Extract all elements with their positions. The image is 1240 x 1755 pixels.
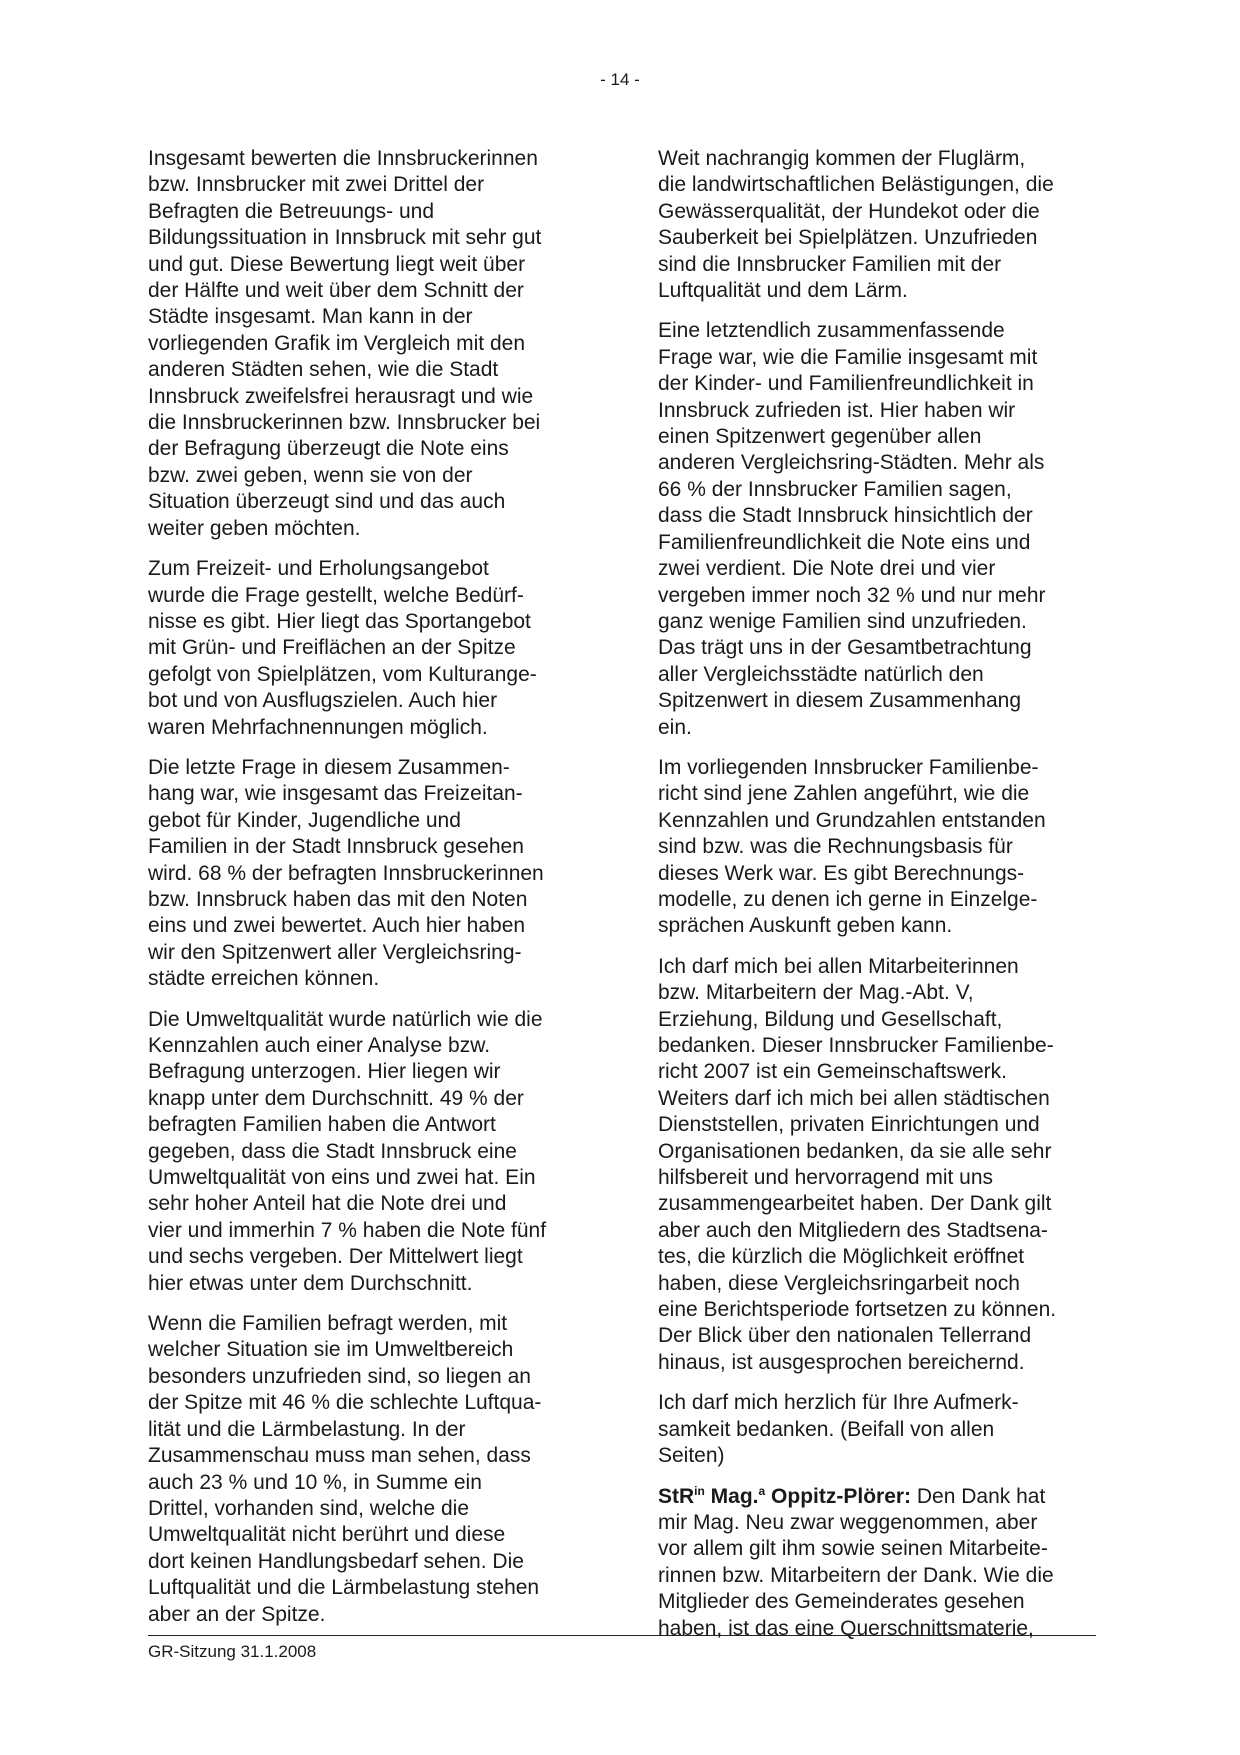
footer-session-date: GR-Sitzung 31.1.2008	[148, 1642, 317, 1661]
speaker-paragraph	[658, 1484, 1098, 1642]
paragraph-betreuung: Insgesamt bewerten die Innsbruckerinnen bzw. Innsbrucker mit zwei Drittel der Befragten die Betreuungs- und Bildungssituation in Innsbruck mit sehr gut und gut. Diese Bewertung liegt weit über der Hälfte und weit über dem Schnitt der Städte insgesamt. Man kann in der vorliegenden Grafik im Vergleich mit den anderen Städten sehen, wie die Stadt Innsbruck zweifelsfrei herausragt und wie die Innsbruckerinnen bzw. Innsbrucker bei der Befragung überzeugt die Note eins bzw. zwei geben, wenn sie von der Situation überzeugt sind und das auch weiter geben möchten.	[148, 147, 542, 540]
paragraph-umweltqualitaet: Die Umweltqualität wurde natürlich wie die Kennzahlen auch einer Analyse bzw. Befragung unterzogen. Hier liegen wir knapp unter dem Durchschnitt. 49 % der befragten Familien haben die Antwort gegeben, dass die Stadt Innsbruck eine Umweltqualität von eins und zwei hat. Ein sehr hoher Anteil hat die Note drei und vier und immerhin 7 % haben die Note fünf und sechs vergeben. Der Mittelwert liegt hier etwas unter dem Durchschnitt.	[148, 1007, 547, 1295]
speaker-title-str-sup: in	[694, 1483, 705, 1498]
footer-divider	[148, 1635, 1096, 1636]
page-number: - 14 -	[600, 70, 640, 89]
speaker-title-mag: Mag.	[704, 1484, 759, 1508]
paragraph-freizeit: Zum Freizeit- und Erholungsangebot wurde die Frage gestellt, welche Bedürf- nisse es gibt. Hier liegt das Sportangebot mit Grün- und Freiflächen an der Spitze gefolgt von Spielplätzen, vom Kulturange- bot und von Ausflugszielen. Auch hier waren Mehrfachnennungen möglich.	[148, 557, 537, 739]
speaker-text: Den Dank hat mir Mag. Neu zwar weggenommen, aber vor allem gilt ihm sowie seinen Mitarbeite- rinnen bzw. Mitarbeitern der Dank. Wie die Mitglieder des Gemeinderates gesehen haben, ist das eine Querschnittsmaterie,	[658, 1484, 1054, 1640]
paragraph-dank: Ich darf mich bei allen Mitarbeiterinnen bzw. Mitarbeitern der Mag.-Abt. V, Erziehung, Bildung und Gesellschaft, bedanken. Dieser Innsbrucker Familienbe- richt 2007 ist ein Gemeinschaftswerk. Weiters darf ich mich bei allen städtischen Dienststellen, privaten Einrichtungen und Organisationen bedanken, da sie alle sehr hilfsbereit und hervorragend mit uns zusammengearbeitet haben. Der Dank gilt aber auch den Mitgliedern des Stadtsena- tes, die kürzlich die Möglichkeit eröffnet haben, diese Vergleichsringarbeit noch eine Berichtsperiode fortsetzen zu können. Der Blick über den nationalen Tellerrand hinaus, ist ausgesprochen bereichernd.	[658, 954, 1057, 1374]
paragraph-fluglaerm: Weit nachrangig kommen der Fluglärm, die landwirtschaftlichen Belästigungen, die Gewässerqualität, der Hundekot oder die Sauberkeit bei Spielplätzen. Unzufrieden sind die Innsbrucker Familien mit der Luftqualität und dem Lärm.	[658, 147, 1054, 303]
left-column	[148, 146, 618, 1642]
paragraph-familienbericht: Im vorliegenden Innsbrucker Familienbe- richt sind jene Zahlen angeführt, wie die Kennzahlen und Grundzahlen entstanden sind bzw. was die Rechnungsbasis für dieses Werk war. Es gibt Berechnungs- modelle, zu denen ich gerne in Einzelge- sprächen Auskunft geben kann.	[658, 755, 1046, 938]
speaker-name	[658, 1485, 911, 1508]
right-column	[658, 146, 1098, 1656]
paragraph-aufmerksamkeit: Ich darf mich herzlich für Ihre Aufmerk- samkeit bedanken. (Beifall von allen Seiten)	[658, 1391, 1019, 1468]
paragraph-freizeitangebot: Die letzte Frage in diesem Zusammen- hang war, wie insgesamt das Freizeitan- gebot für Kinder, Jugendliche und Familien in der Stadt Innsbruck gesehen wird. 68 % der befragten Innsbruckerinnen bzw. Innsbruck haben das mit den Noten eins und zwei bewertet. Auch hier haben wir den Spitzenwert aller Vergleichsring- städte erreichen können.	[148, 755, 544, 991]
speaker-title-str: StR	[658, 1484, 695, 1508]
speaker-surname: Oppitz-Plörer:	[765, 1484, 912, 1508]
speaker-title-mag-sup: a	[758, 1483, 766, 1498]
paragraph-umweltbereich: Wenn die Familien befragt werden, mit welcher Situation sie im Umweltbereich besonders unzufrieden sind, so liegen an der Spitze mit 46 % die schlechte Luftqua- lität und die Lärmbelastung. In der Zusammenschau muss man sehen, dass auch 23 % und 10 %, in Summe ein Drittel, vorhanden sind, welche die Umweltqualität nicht berührt und diese dort keinen Handlungsbedarf sehen. Die Luftqualität und die Lärmbelastung stehen aber an der Spitze.	[148, 1312, 542, 1626]
paragraph-familienfreundlichkeit: Eine letztendlich zusammenfassende Frage war, wie die Familie insgesamt mit der Kinder- und Familienfreundlichkeit in Innsbruck zufrieden ist. Hier haben wir einen Spitzenwert gegenüber allen anderen Vergleichsring-Städten. Mehr als 66 % der Innsbrucker Familien sagen, dass die Stadt Innsbruck hinsichtlich der Familienfreundlichkeit die Note eins und zwei verdient. Die Note drei und vier vergeben immer noch 32 % und nur mehr ganz wenige Familien sind unzufrieden. Das trägt uns in der Gesamtbetrachtung aller Vergleichsstädte natürlich den Spitzenwert in diesem Zusammenhang ein.	[658, 319, 1046, 739]
